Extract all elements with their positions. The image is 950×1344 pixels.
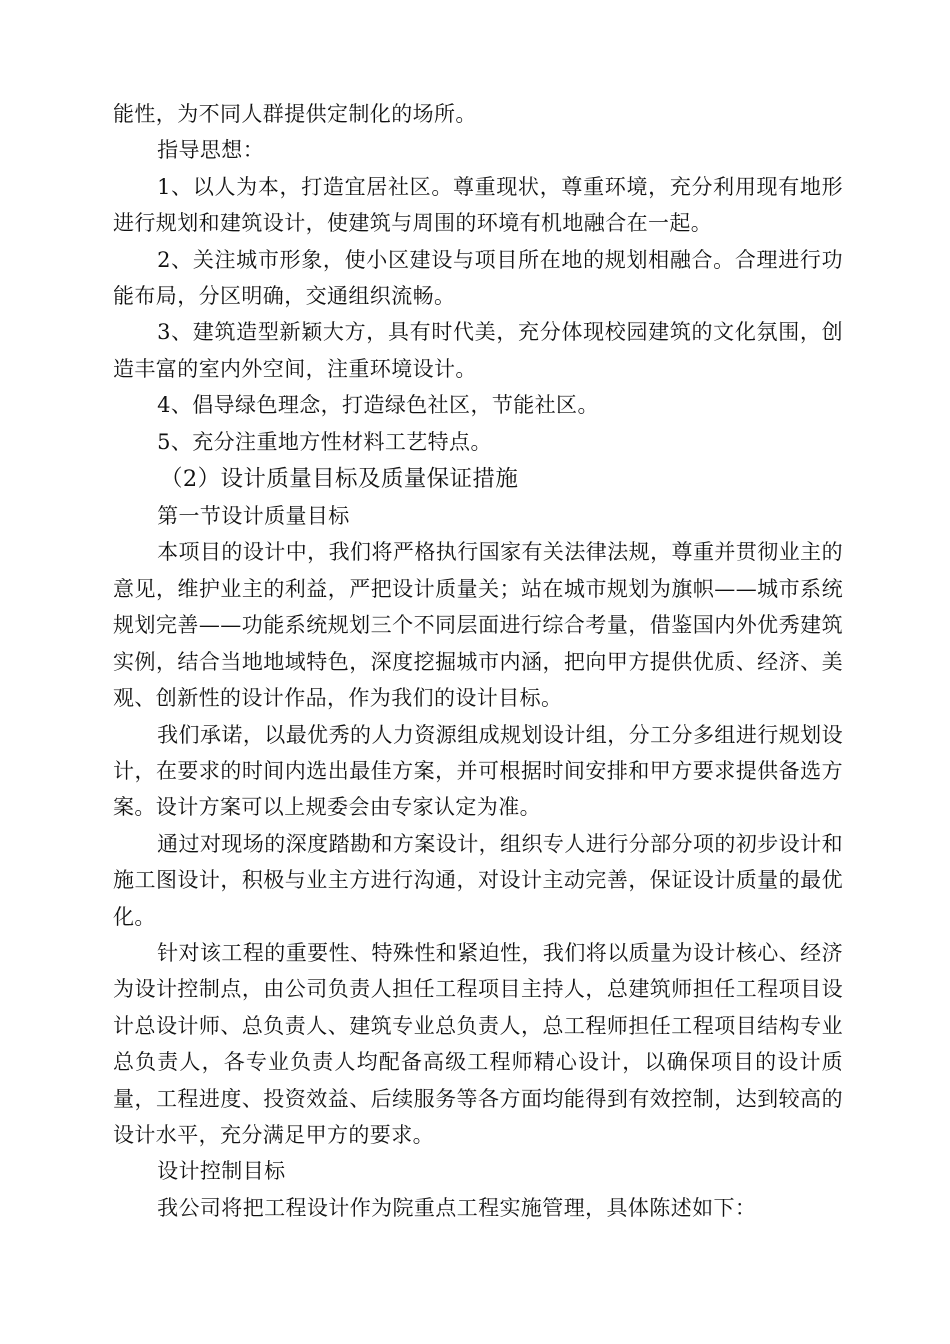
paragraph-continuation: 能性，为不同人群提供定制化的场所。	[113, 102, 477, 126]
paragraph-commitment: 我们承诺，以最优秀的人力资源组成规划设计组，分工分多组进行规划设计，在要求的时间内选出最佳方案，并可根据时间安排和甲方要求提供备选方案。设计方案可以上规委会由专家认定为准。	[113, 722, 843, 820]
paragraph-management: 我公司将把工程设计作为院重点工程实施管理，具体陈述如下：	[157, 1195, 757, 1220]
paragraph-guiding-idea-label: 指导思想：	[157, 138, 265, 163]
paragraph-item-4: 4、倡导绿色理念，打造绿色社区，节能社区。	[157, 393, 599, 418]
subsection-title: 第一节设计质量目标	[157, 504, 350, 529]
paragraph-item-1: 1、以人为本，打造宜居社区。尊重现状，尊重环境，充分利用现有地形进行规划和建筑设计，使建筑与周围的环境有机地融合在一起。	[113, 174, 843, 236]
paragraph-organization: 针对该工程的重要性、特殊性和紧迫性，我们将以质量为设计核心、经济为设计控制点，由公司负责人担任工程项目主持人，总建筑师担任工程项目设计总设计师、总负责人、建筑专业总负责人，总工程师担任工程项目结构专业总负责人，各专业负责人均配备高级工程师精心设计，以确保项目的设计质量，工程进度、投资效益、后续服务等各方面均能得到有效控制，达到较高的设计水平，充分满足甲方的要求。	[113, 940, 843, 1147]
document-body	[113, 96, 843, 1226]
paragraph-site-survey: 通过对现场的深度踏勘和方案设计，组织专人进行分部分项的初步设计和施工图设计，积极与业主方进行沟通，对设计主动完善，保证设计质量的最优化。	[113, 831, 843, 929]
section-heading: （2）设计质量目标及质量保证措施	[160, 466, 519, 493]
paragraph-item-5: 5、充分注重地方性材料工艺特点。	[157, 429, 492, 454]
paragraph-item-3: 3、建筑造型新颖大方，具有时代美，充分体现校园建筑的文化氛围，创造丰富的室内外空间，注重环境设计。	[113, 320, 843, 381]
paragraph-design-goal: 本项目的设计中，我们将严格执行国家有关法律法规，尊重并贯彻业主的意见，维护业主的利益，严把设计质量关；站在城市规划为旗帜——城市系统规划完善——功能系统规划三个不同层面进行综合考量，借鉴国内外优秀建筑实例，结合当地地域特色，深度挖掘城市内涵，把向甲方提供优质、经济、美观、创新性的设计作品，作为我们的设计目标。	[113, 540, 843, 711]
subsection-control-target: 设计控制目标	[157, 1159, 286, 1184]
paragraph-item-2: 2、关注城市形象，使小区建设与项目所在地的规划相融合。合理进行功能布局，分区明确，交通组织流畅。	[113, 247, 843, 309]
